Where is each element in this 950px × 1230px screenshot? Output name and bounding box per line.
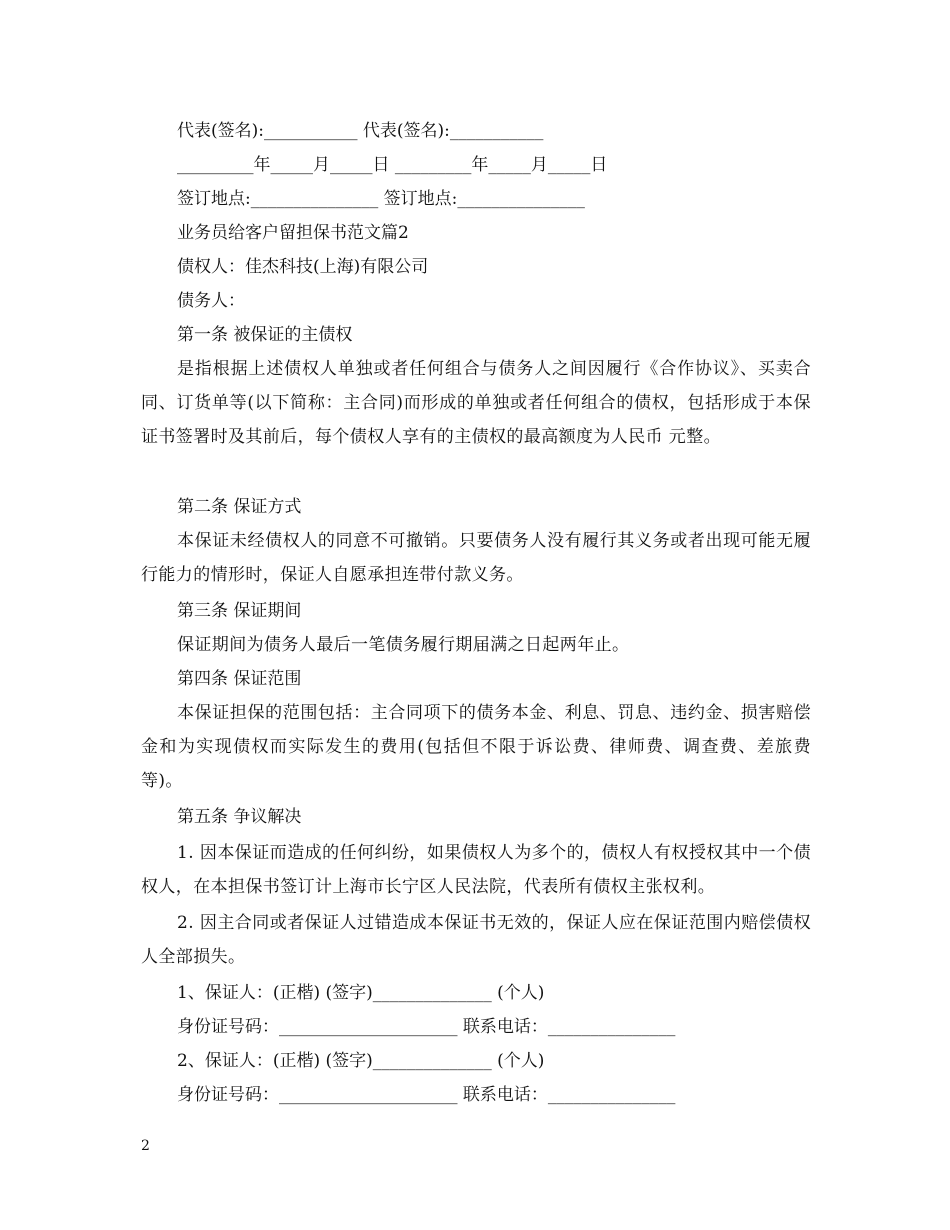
creditor-line: 债权人：佳杰科技(上海)有限公司 [177,257,429,277]
article-1-title: 第一条 被保证的主债权 [177,325,353,345]
guarantor-1-line: 1、保证人：(正楷) (签字)______________ (个人) [177,983,545,1003]
article-4-text: 本保证担保的范围包括：主合同项下的债务本金、利息、罚息、违约金、损害赔偿金和为实现债权而实际发生的费用(包括但不限于诉讼费、律师费、调查费、差旅费等)。 [141,703,811,791]
guarantor-2-id-phone-line: 身份证号码：_____________________ 联系电话：_______________ [177,1085,676,1105]
signature-representative-line: 代表(签名):___________ 代表(签名):___________ [177,121,544,141]
article-5-title: 第五条 争议解决 [177,807,302,827]
guarantor-1-id-phone-line: 身份证号码：_____________________ 联系电话：_______________ [177,1017,676,1037]
article-3-title: 第三条 保证期间 [177,601,302,621]
page-number: 2 [141,1138,150,1154]
guarantor-2-line: 2、保证人：(正楷) (签字)______________ (个人) [177,1051,545,1071]
article-3-text: 保证期间为债务人最后一笔债务履行期届满之日起两年止。 [177,635,630,655]
signature-date-line: _________年_____月_____日 _________年_____月_____日 [177,155,608,175]
article-5-item-1: 1. 因本保证而造成的任何纠纷，如果债权人为多个的，债权人有权授权其中一个债权人，在本担保书签订计上海市长宁区人民法院，代表所有债权主张权利。 [141,843,811,897]
article-4-title: 第四条 保证范围 [177,669,302,689]
article-2-title: 第二条 保证方式 [177,497,302,517]
debtor-line: 债务人： [177,291,245,311]
section-title: 业务员给客户留担保书范文篇2 [177,223,409,243]
article-1-text: 是指根据上述债权人单独或者任何组合与债务人之间因履行《合作协议》、买卖合同、订货单等(以下简称：主合同)而形成的单独或者任何组合的债权，包括形成于本保证书签署时及其前后，每个债权人享有的主债权的最高额度为人民币 元整。 [141,359,811,447]
signing-place-line: 签订地点:_______________ 签订地点:_______________ [177,189,585,209]
article-2-text: 本保证未经债权人的同意不可撤销。只要债务人没有履行其义务或者出现可能无履行能力的情形时，保证人自愿承担连带付款义务。 [141,531,811,585]
article-5-item-2: 2. 因主合同或者保证人过错造成本保证书无效的，保证人应在保证范围内赔偿债权人全部损失。 [141,913,811,967]
